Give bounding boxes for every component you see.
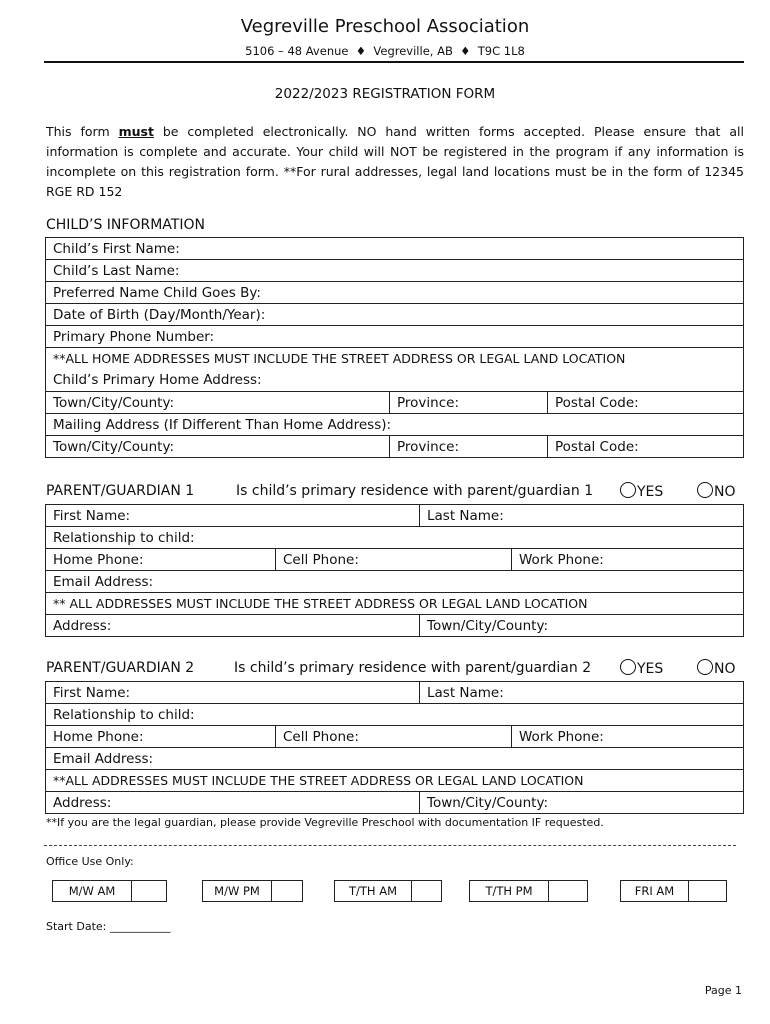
fri-am-checkbox[interactable] [689,881,726,901]
g2-address-field[interactable]: Address: [46,792,420,814]
intro-paragraph: This form must be completed electronically. NO hand written forms accepted. Please ensure that all information is complete and accurate. Your child will NOT be registered in the program if any information is incomplete on this registration form. **For rural addresses, legal land locations must be in the form of 12345 RGE RD 152 [46,124,744,199]
form-title: 2022/2023 REGISTRATION FORM [274,86,496,102]
guardian1-no-option[interactable]: NO [697,482,736,500]
guardian1-heading: PARENT/GUARDIAN 1 [46,483,195,499]
mw-pm-checkbox[interactable] [272,881,302,901]
office-session-mw-pm: M/W PM [202,880,303,902]
g2-first-name-field[interactable]: First Name: [46,682,420,704]
office-session-fri-am: FRI AM [620,880,727,902]
diamond-icon: ♦ [460,44,471,58]
g2-address-note: **ALL ADDRESSES MUST INCLUDE THE STREET ADDRESS OR LEGAL LAND LOCATION [46,770,744,792]
guardian2-no-option[interactable]: NO [697,659,736,677]
child-first-name-field[interactable]: Child’s First Name: [46,238,744,260]
g1-address-field[interactable]: Address: [46,615,420,637]
g2-cell-phone-field[interactable]: Cell Phone: [276,726,512,748]
guardian1-residence-question: Is child’s primary residence with parent/guardian 1 [236,483,594,499]
g2-work-phone-field[interactable]: Work Phone: [512,726,744,748]
must-emphasis: must [118,124,154,139]
g1-email-field[interactable]: Email Address: [46,571,744,593]
office-divider [44,845,736,846]
tth-pm-checkbox[interactable] [549,881,587,901]
g2-relationship-field[interactable]: Relationship to child: [46,704,744,726]
start-date-field[interactable]: Start Date: ___________ [46,920,171,933]
g1-home-phone-field[interactable]: Home Phone: [46,549,276,571]
guardian2-heading: PARENT/GUARDIAN 2 [46,660,195,676]
office-session-mw-am: M/W AM [52,880,167,902]
header-divider [44,61,744,63]
child-last-name-field[interactable]: Child’s Last Name: [46,260,744,282]
g2-home-phone-field[interactable]: Home Phone: [46,726,276,748]
g1-town-field[interactable]: Town/City/County: [420,615,744,637]
office-use-label: Office Use Only: [46,855,134,868]
child-info-table [45,237,744,458]
office-session-tth-am: T/TH AM [334,880,442,902]
mailing-town-field[interactable]: Town/City/County: [46,436,390,458]
g1-work-phone-field[interactable]: Work Phone: [512,549,744,571]
guardian1-table [45,504,744,637]
g1-cell-phone-field[interactable]: Cell Phone: [276,549,512,571]
radio-icon[interactable] [697,482,713,498]
guardian-footnote: **If you are the legal guardian, please provide Vegreville Preschool with documentation IF requested. [46,816,604,829]
page-number: Page 1 [704,984,742,997]
diamond-icon: ♦ [355,44,367,58]
child-province-field[interactable]: Province: [390,392,548,414]
home-address-field[interactable] [46,348,744,392]
radio-icon[interactable] [620,482,636,498]
home-address-label: Child’s Primary Home Address: [53,372,262,388]
g1-first-name-field[interactable]: First Name: [46,505,420,527]
mailing-province-field[interactable]: Province: [390,436,548,458]
home-address-note: **ALL HOME ADDRESSES MUST INCLUDE THE STREET ADDRESS OR LEGAL LAND LOCATION [53,351,626,366]
g1-relationship-field[interactable]: Relationship to child: [46,527,744,549]
g2-town-field[interactable]: Town/City/County: [420,792,744,814]
tth-am-checkbox[interactable] [412,881,441,901]
child-town-field[interactable]: Town/City/County: [46,392,390,414]
g1-address-note: ** ALL ADDRESSES MUST INCLUDE THE STREET ADDRESS OR LEGAL LAND LOCATION [46,593,744,615]
preferred-name-field[interactable]: Preferred Name Child Goes By: [46,282,744,304]
dob-field[interactable]: Date of Birth (Day/Month/Year): [46,304,744,326]
g2-last-name-field[interactable]: Last Name: [420,682,744,704]
guardian2-table [45,681,744,814]
mw-am-checkbox[interactable] [132,881,166,901]
office-session-tth-pm: T/TH PM [469,880,588,902]
child-section-heading: CHILD’S INFORMATION [46,217,205,233]
primary-phone-field[interactable]: Primary Phone Number: [46,326,744,348]
guardian2-residence-question: Is child’s primary residence with parent/guardian 2 [234,660,592,676]
g2-email-field[interactable]: Email Address: [46,748,744,770]
radio-icon[interactable] [697,659,713,675]
guardian1-yes-option[interactable]: YES [620,482,663,500]
org-address: 5106 – 48 Avenue ♦ Vegreville, AB ♦ T9C 1L8 [245,44,525,58]
g1-last-name-field[interactable]: Last Name: [420,505,744,527]
mailing-address-field[interactable]: Mailing Address (If Different Than Home Address): [46,414,744,436]
radio-icon[interactable] [620,659,636,675]
mailing-postal-field[interactable]: Postal Code: [548,436,744,458]
child-postal-field[interactable]: Postal Code: [548,392,744,414]
org-name: Vegreville Preschool Association [240,16,530,37]
guardian2-yes-option[interactable]: YES [620,659,663,677]
